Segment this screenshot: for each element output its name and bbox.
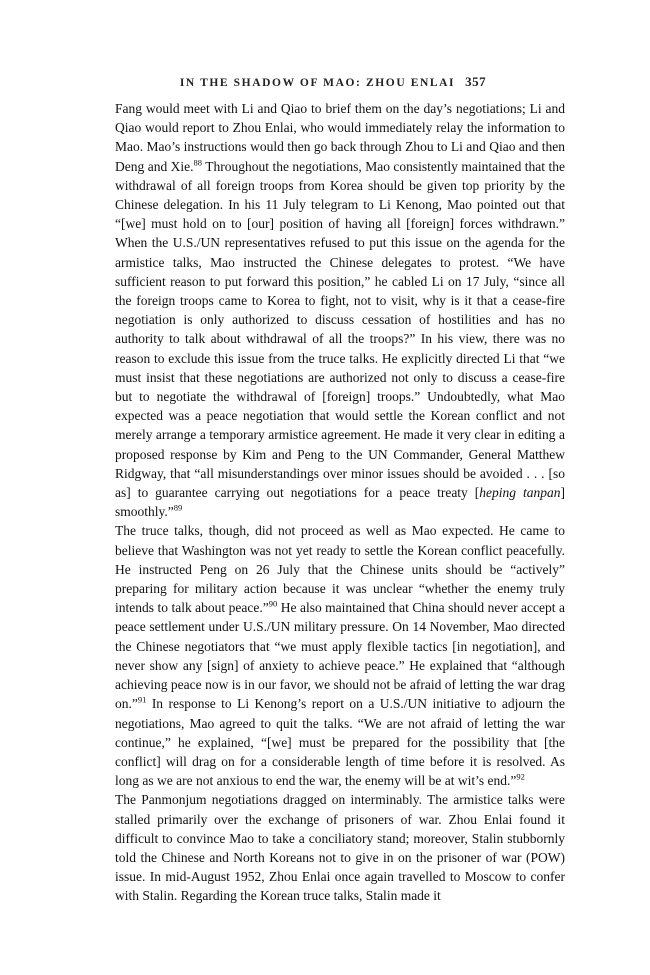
running-title: IN THE SHADOW OF MAO: ZHOU ENLAI [179, 77, 456, 89]
text-segment: The truce talks, though, did not proceed as well as Mao expected. He came to believe that Washington was not yet ready to settle the Korean conflict peacefully. He instructed Peng on 26 July that the Chinese units should be “actively” preparing for military action because it was unclear “whether the enemy truly intends to talk about peace.” [115, 523, 565, 616]
body-paragraph [115, 99, 565, 521]
footnote-marker: 88 [193, 157, 203, 168]
page-number: 357 [465, 74, 487, 89]
running-header [115, 74, 551, 90]
text-segment: In response to Li Kenong’s report on a U.S./UN initiative to adjourn the negotiations, Mao agreed to quit the talks. “We are not afraid of letting the war continue,” he explained, “[we] must be prepared for the possibility that [the conflict] will drag on for a considerable length of time before it is resolved. As long as we are not anxious to end the war, the enemy will be at wit’s end.” [115, 696, 565, 789]
text-segment: ] smoothly.” [115, 485, 565, 520]
text-segment: He also maintained that China should never accept a peace settlement under U.S./UN military pressure. On 14 November, Mao directed the Chinese negotiators that “we must apply flexible tactics [in negotiation], and never show any [sign] of anxiety to achieve peace.” He explained that “although achieving peace now is in our favor, we should not be afraid of letting the war drag on.” [115, 600, 565, 712]
body-paragraph [115, 521, 565, 790]
body-text [115, 99, 565, 906]
footnote-marker: 91 [137, 694, 147, 705]
footnote-marker: 90 [268, 598, 278, 609]
text-segment: Fang would meet with Li and Qiao to brief them on the day’s negotiations; Li and Qiao would report to Zhou Enlai, who would immediately relay the information to Mao. Mao’s instructions would then go back through Zhou to Li and Qiao and then Deng and Xie. [115, 101, 565, 174]
footnote-marker: 89 [173, 502, 183, 513]
body-paragraph [115, 790, 565, 905]
text-segment: Throughout the negotiations, Mao consistently maintained that the withdrawal of all foreign troops from Korea should be given top priority by the Chinese delegation. In his 11 July telegram to Li Kenong, Mao pointed out that “[we] must hold on to [our] position of having all [foreign] forces withdrawn.” When the U.S./UN representatives refused to put this issue on the agenda for the armistice talks, Mao instructed the Chinese delegates to protest. “We have sufficient reason to put forward this position,” he cabled Li on 17 July, “since all the foreign troops came to Korea to fight, not to visit, why is it that a cease-fire negotiation is only authorized to discuss cessation of hostilities and has no authority to talk about withdrawal of all the troops?” In his view, there was no reason to exclude this issue from the truce talks. He explicitly directed Li that “we must insist that these negotiations are authorized not only to discuss a cease-fire but to negotiate the withdrawal of [foreign] troops.” Undoubtedly, what Mao expected was a peace negotiation that would settle the Korean conflict and not merely arrange a temporary armistice agreement. He made it very clear in editing a proposed response by Kim and Peng to the UN Commander, General Matthew Ridgway, that “all misunderstandings over minor issues should be avoided . . . [so as] to guarantee carrying out negotiations for a peace treaty [ [115, 158, 566, 501]
italic-term: heping tanpan [479, 485, 561, 501]
footnote-marker: 92 [516, 771, 525, 782]
text-segment: The Panmonjum negotiations dragged on interminably. The armistice talks were stalled primarily over the exchange of prisoners of war. Zhou Enlai found it difficult to convince Mao to take a conciliatory stand; moreover, Stalin stubbornly told the Chinese and North Koreans not to give in on the prisoner of war (POW) issue. In mid-August 1952, Zhou Enlai once again travelled to Moscow to confer with Stalin. Regarding the Korean truce talks, Stalin made it [115, 792, 565, 904]
